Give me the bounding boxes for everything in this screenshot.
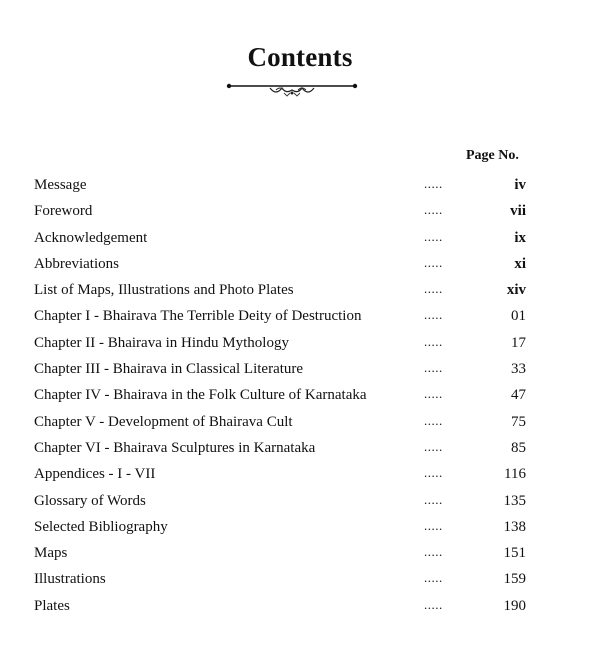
toc-leader-dots: .....: [424, 307, 443, 323]
toc-row-chapter-1: [34, 303, 534, 329]
toc-row-acknowledgement: [34, 225, 534, 251]
toc-leader-dots: .....: [424, 438, 443, 454]
toc-row-chapter-3: [34, 356, 534, 382]
toc-page-number: iv: [514, 177, 526, 193]
toc-entry-title: Chapter V - Development of Bhairava Cult: [34, 413, 293, 430]
toc-leader-dots: .....: [424, 360, 443, 376]
ornament-divider-icon: [226, 78, 358, 98]
toc-entry-title: Plates: [34, 597, 70, 614]
toc-page-number: vii: [510, 203, 526, 220]
toc-row-foreword: [34, 198, 534, 224]
table-of-contents: [34, 172, 534, 619]
toc-row-chapter-2: [34, 330, 534, 356]
toc-page-number: 85: [511, 439, 526, 456]
toc-leader-dots: .....: [424, 596, 443, 612]
toc-page-number: 17: [511, 334, 526, 351]
toc-row-chapter-4: [34, 382, 534, 408]
toc-entry-title: Chapter VI - Bhairava Sculptures in Karnataka: [34, 439, 316, 456]
toc-leader-dots: .....: [424, 491, 443, 507]
toc-entry-title: Glossary of Words: [34, 492, 146, 509]
toc-page-number: ix: [514, 229, 526, 246]
toc-row-appendices: [34, 461, 534, 487]
toc-leader-dots: .....: [424, 254, 443, 270]
toc-leader-dots: .....: [424, 465, 443, 481]
toc-leader-dots: .....: [424, 176, 443, 191]
toc-row-chapter-6: [34, 435, 534, 461]
toc-entry-title: Maps: [34, 545, 68, 562]
toc-leader-dots: .....: [424, 333, 443, 349]
toc-row-message: [34, 172, 534, 198]
toc-page-number: 190: [503, 597, 526, 614]
toc-leader-dots: .....: [424, 228, 443, 244]
toc-row-plates: [34, 593, 534, 619]
toc-page-number: 138: [503, 518, 526, 535]
toc-entry-title: Abbreviations: [34, 255, 119, 272]
toc-row-illustrations: [34, 566, 534, 592]
toc-page-number: 151: [503, 545, 526, 562]
toc-leader-dots: .....: [424, 386, 443, 402]
toc-entry-title: Acknowledgement: [34, 229, 148, 246]
toc-leader-dots: .....: [424, 570, 443, 586]
page-number-column-header: Page No.: [466, 148, 519, 163]
toc-page-number: 159: [503, 571, 526, 588]
toc-row-bibliography: [34, 514, 534, 540]
toc-entry-title: Chapter I - Bhairava The Terrible Deity of Destruction: [34, 308, 362, 325]
toc-row-abbreviations: [34, 251, 534, 277]
toc-page-number: 01: [511, 308, 526, 325]
toc-leader-dots: .....: [424, 202, 443, 218]
toc-leader-dots: .....: [424, 544, 443, 560]
toc-page-number: 33: [511, 361, 526, 378]
toc-entry-title: Selected Bibliography: [34, 518, 168, 535]
toc-page-number: 116: [504, 466, 526, 483]
toc-page-number: xiv: [506, 282, 526, 299]
toc-entry-title: Chapter IV - Bhairava in the Folk Culture of Karnataka: [34, 387, 367, 404]
toc-leader-dots: .....: [424, 412, 443, 428]
toc-entry-title: Chapter II - Bhairava in Hindu Mythology: [34, 334, 289, 351]
toc-entry-title: Illustrations: [34, 571, 106, 588]
toc-entry-title: Appendices - I - VII: [34, 466, 156, 483]
toc-row-glossary: [34, 488, 534, 514]
toc-leader-dots: .....: [424, 281, 443, 297]
page-title: Contents: [247, 42, 353, 72]
toc-entry-title: List of Maps, Illustrations and Photo Plates: [34, 282, 294, 299]
toc-page-number: 47: [511, 387, 526, 404]
toc-row-list-of-maps: [34, 277, 534, 303]
toc-entry-title: Chapter III - Bhairava in Classical Literature: [34, 361, 304, 378]
toc-page-number: 75: [511, 413, 526, 430]
toc-page-number: xi: [514, 255, 526, 272]
toc-entry-title: Foreword: [34, 203, 93, 220]
toc-page-number: 135: [503, 492, 526, 509]
toc-entry-title: Message: [34, 177, 87, 193]
toc-row-chapter-5: [34, 409, 534, 435]
toc-row-maps: [34, 540, 534, 566]
toc-leader-dots: .....: [424, 517, 443, 533]
